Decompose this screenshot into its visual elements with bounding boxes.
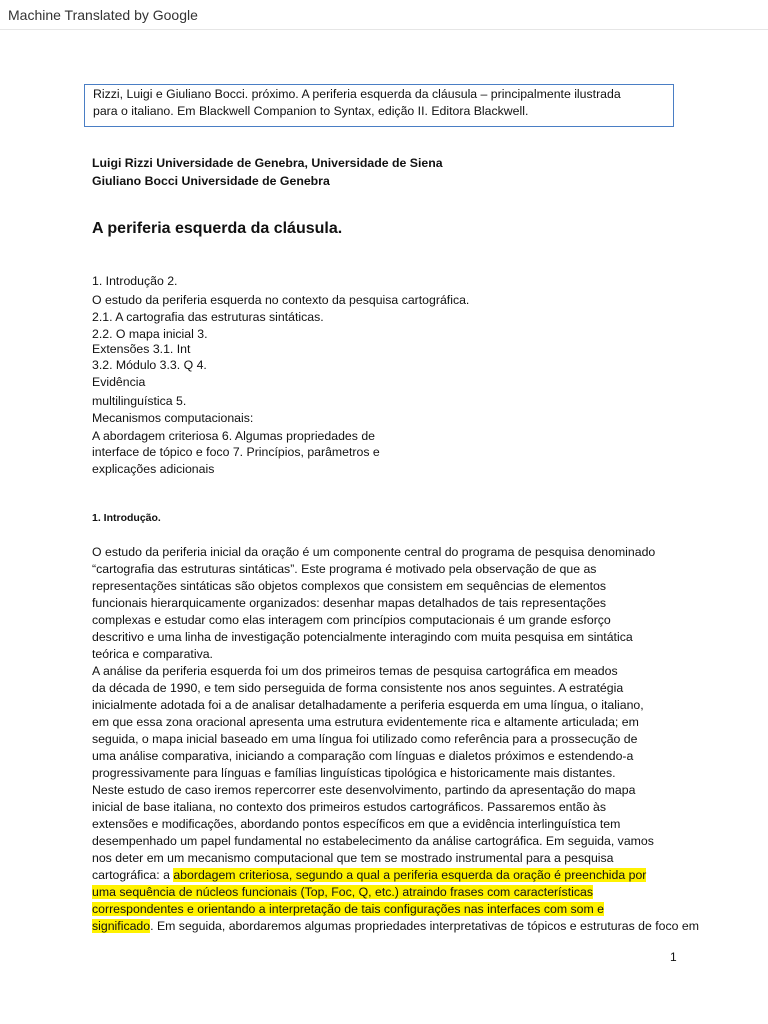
toc-line: 3.2. Módulo 3.3. Q 4. [92,358,207,372]
body-line [92,884,732,901]
machine-translation-banner [0,0,768,30]
body-line: A análise da periferia esquerda foi um dos primeiros temas de pesquisa cartográfica em meados [92,664,618,678]
body-line: em que essa zona oracional apresenta uma estrutura evidentemente rica e altamente articulada; em [92,715,639,729]
toc-line: Mecanismos computacionais: [92,411,254,425]
body-text-segment: cartográfica: a [92,868,174,882]
toc-line: 1. Introdução 2. [92,274,178,288]
body-text-segment: . Em seguida, abordaremos algumas propriedades interpretativas de tópicos e estruturas de foco em [150,919,699,933]
body-line: desempenhado um papel fundamental no estabelecimento da análise cartográfica. Em seguida, vamos [92,834,654,848]
highlighted-text: significado [92,919,151,933]
body-line: funcionais hierarquicamente organizados: desenhar mapas detalhados de tais representações [92,596,607,610]
toc-line: 2.2. O mapa inicial 3. [92,327,208,341]
toc-line: 2.1. A cartografia das estruturas sintáticas. [92,310,324,324]
citation-box [84,84,674,127]
toc-line: Evidência [92,375,146,389]
body-line: extensões e modificações, abordando pontos específicos em que a evidência interlinguística tem [92,817,621,831]
toc-line: A abordagem criteriosa 6. Algumas propriedades de [92,429,375,443]
body-line [92,867,732,884]
toc-line: explicações adicionais [92,462,215,476]
highlighted-text: abordagem criteriosa, segundo a qual a periferia esquerda da oração é preenchida por [173,868,647,882]
citation-line: para o italiano. Em Blackwell Companion to Syntax, edição II. Editora Blackwell. [93,104,529,118]
section-heading: 1. Introdução. [92,512,161,524]
body-line: da década de 1990, e tem sido perseguida de forma consistente nos anos seguintes. A estratégia [92,681,624,695]
body-line: progressivamente para línguas e famílias linguísticas tipológica e historicamente mais distantes. [92,766,616,780]
body-line [92,918,732,935]
toc-line: O estudo da periferia esquerda no contexto da pesquisa cartográfica. [92,293,470,307]
body-line: Neste estudo de caso iremos repercorrer este desenvolvimento, partindo da apresentação do mapa [92,783,636,797]
document-title: A periferia esquerda da cláusula. [92,220,343,237]
citation-line: Rizzi, Luigi e Giuliano Bocci. próximo. A periferia esquerda da cláusula – principalmente ilustrada [93,87,621,101]
body-line: descritivo e uma linha de investigação potencialmente interagindo com muita pesquisa em sintática [92,630,633,644]
body-line [92,901,732,918]
body-line: inicial de base italiana, no contexto dos primeiros estudos cartográficos. Passaremos então às [92,800,607,814]
body-line: seguida, o mapa inicial baseado em uma língua foi utilizado como referência para a prossecução de [92,732,638,746]
author-line: Luigi Rizzi Universidade de Genebra, Universidade de Siena [92,156,443,170]
body-line: representações sintáticas são objetos complexos que consistem em sequências de elementos [92,579,607,593]
body-line: complexas e estudar como elas interagem com princípios computacionais é um grande esforço [92,613,611,627]
body-line: nos deter em um mecanismo computacional que tem se mostrado instrumental para a pesquisa [92,851,614,865]
body-line: inicialmente adotada foi a de analisar detalhadamente a periferia esquerda em uma língua, o italiano, [92,698,644,712]
body-line: “cartografia das estruturas sintáticas”. Este programa é motivado pela observação de que as [92,562,597,576]
body-line: O estudo da periferia inicial da oração é um componente central do programa de pesquisa denominado [92,545,656,559]
highlighted-text: uma sequência de núcleos funcionais (Top, Foc, Q, etc.) atraindo frases com características [92,885,593,899]
body-line: teórica e comparativa. [92,647,213,661]
page-number: 1 [670,950,677,964]
toc-line: multilinguística 5. [92,394,187,408]
author-line: Giuliano Bocci Universidade de Genebra [92,174,330,188]
banner-text: Machine Translated by Google [8,7,198,23]
author-affiliations [92,154,443,190]
body-line: uma análise comparativa, iniciando a comparação com línguas e dialetos próximos e estendendo-a [92,749,634,763]
toc-line: interface de tópico e foco 7. Princípios, parâmetros e [92,445,380,459]
highlighted-text: correspondentes e orientando a interpretação de tais configurações nas interfaces com som e [92,902,604,916]
toc-line: Extensões 3.1. Int [92,342,191,356]
body-paragraphs [92,544,732,935]
